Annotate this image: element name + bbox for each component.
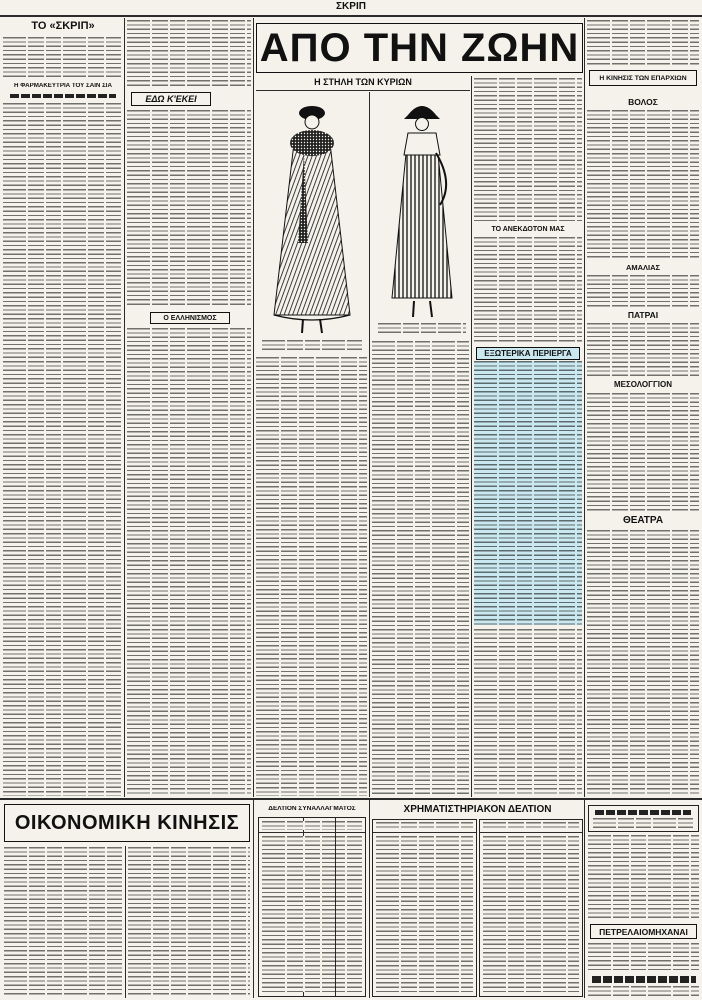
- column-rule: [253, 18, 254, 797]
- illustration-caption: [378, 323, 466, 336]
- theatre-heading: ΘΕΑΤΡΑ: [622, 516, 664, 526]
- fashion-illustration-coat: [258, 93, 366, 337]
- article-text: [587, 20, 699, 66]
- column-rule: [584, 18, 585, 797]
- advertisement-text: [593, 818, 693, 829]
- article-text: [587, 323, 699, 377]
- article-text: [3, 37, 123, 78]
- article-text: [127, 110, 251, 308]
- advertisement-box: [588, 805, 699, 832]
- article-text: [587, 110, 699, 260]
- story-subheadline: [10, 94, 116, 98]
- masthead-title: ΣΚΡΙΠ: [336, 2, 366, 12]
- column-rule: [471, 76, 472, 797]
- exchange-rate-table: [258, 817, 366, 997]
- section-rule: [256, 90, 470, 91]
- figure-legs: [413, 301, 432, 317]
- article-text: [588, 943, 699, 971]
- article-text: [3, 103, 123, 796]
- banner-title: ΑΠΟ ΤΗΝ ΖΩΗΝ: [256, 23, 583, 73]
- provinces-heading: Η ΚΙΝΗΣΙΣ ΤΩΝ ΕΠΑΡΧΙΩΝ: [589, 70, 697, 86]
- economy-heading: [4, 804, 250, 842]
- article-text: [587, 530, 699, 796]
- article-text: [587, 393, 699, 512]
- engines-advert-heading: ΠΕΤΡΕΛΑΙΟΜΗΧΑΝΑΙ: [590, 924, 697, 939]
- advertisement-text: [588, 986, 699, 998]
- column-rule: [369, 800, 370, 998]
- left-column-heading: ΤΟ «ΣΚΡΙΠ»: [31, 21, 95, 32]
- article-text: [372, 341, 469, 796]
- column-rule: [584, 800, 585, 998]
- section-exoterika: ΕΞΩΤΕΡΙΚΑ ΠΕΡΙΕΡΓΑ: [476, 347, 580, 360]
- bottom-section-rule: [0, 798, 702, 800]
- exchange-bulletin-heading: ΔΕΛΤΙΟΝ ΣΥΝΑΛΛΑΓΜΑΤΟΣ: [268, 806, 356, 812]
- article-text: [4, 847, 123, 997]
- column-rule: [253, 800, 254, 998]
- stock-table-left: [372, 819, 477, 997]
- article-text: [588, 835, 699, 920]
- city-heading-mesolongion: ΜΕΣΟΛΟΓΓΙΟΝ: [614, 381, 672, 389]
- stock-table-right: [479, 819, 583, 997]
- figure-coat: [274, 143, 350, 320]
- article-text: [587, 275, 699, 308]
- section-stili-kyrion: Η ΣΤΗΛΗ ΤΩΝ ΚΥΡΙΩΝ: [314, 78, 412, 87]
- illustration-caption: [262, 340, 362, 353]
- figure-head: [305, 115, 319, 129]
- city-heading-patrai: ΠΑΤΡΑΙ: [627, 311, 659, 320]
- section-anekdoton: ΤΟ ΑΝΕΚΔΟΤΟΝ ΜΑΣ: [491, 226, 565, 233]
- figure-head: [416, 118, 429, 131]
- advertisement-title: [592, 976, 696, 983]
- figure-legs: [302, 319, 322, 333]
- table-cells: [483, 822, 579, 830]
- table-cells: [483, 836, 579, 994]
- article-text: [128, 847, 250, 997]
- table-cells: [262, 821, 362, 830]
- table-cells: [262, 836, 362, 992]
- table-cells: [376, 836, 473, 994]
- article-text: [256, 357, 367, 796]
- table-cells: [376, 822, 473, 830]
- stock-bulletin-heading: ΧΡΗΜΑΤΙΣΤΗΡΙΑΚΟΝ ΔΕΛΤΙΟΝ: [403, 805, 552, 815]
- section-ellinismos: Ο ΕΛΛΗΝΙΣΜΟΣ: [150, 312, 230, 324]
- column-rule: [369, 92, 370, 797]
- city-heading-volos: ΒΟΛΟΣ: [628, 98, 658, 107]
- city-heading-amalias: ΑΜΑΛΙΑΣ: [625, 264, 661, 272]
- table-header-rule: [480, 832, 582, 833]
- fashion-illustration-cape: [374, 93, 470, 321]
- article-text: [127, 20, 251, 88]
- article-text: [474, 629, 582, 796]
- masthead-rule: [0, 15, 702, 17]
- article-text: [474, 78, 582, 222]
- column-rule: [125, 846, 126, 998]
- advertisement-title: [595, 810, 691, 815]
- article-text-highlighted: [474, 361, 582, 625]
- table-header-rule: [259, 832, 365, 833]
- column-rule: [124, 18, 125, 797]
- section-edo-kekei: ΕΔΩ Κ'ΕΚΕΙ: [131, 92, 211, 106]
- economy-heading-label: ΟΙΚΟΝΟΜΙΚΗ ΚΙΝΗΣΙΣ: [14, 811, 240, 834]
- table-header-rule: [373, 832, 476, 833]
- article-text: [474, 237, 582, 343]
- figure-coat: [392, 133, 452, 298]
- story-headline: Η ΦΑΡΜΑΚΕΥΤΡΙΑ ΤΟΥ ΣΑΙΝ ΣΙΑ: [14, 83, 112, 89]
- article-text: [127, 328, 251, 796]
